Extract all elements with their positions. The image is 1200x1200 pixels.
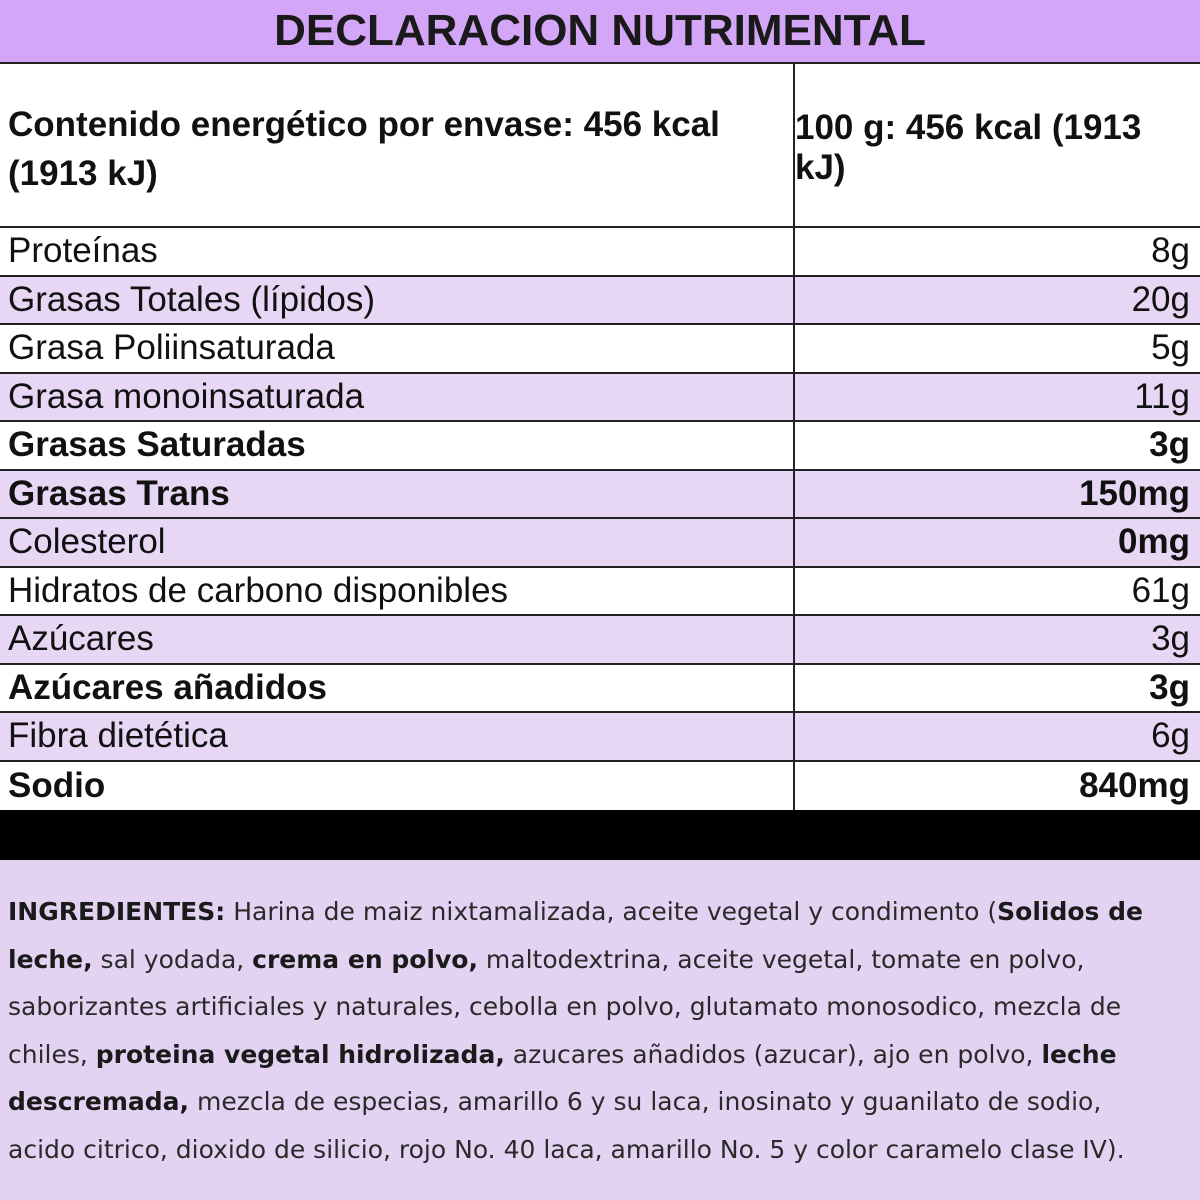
ingredients-text: azucares añadidos (azucar), ajo en polvo,	[504, 1039, 1042, 1069]
ingredients-label: INGREDIENTES:	[8, 897, 226, 926]
ingredients-text: maltodextrina, aceite vegetal, tomate en polvo, saborizantes artificiales y naturales, cebolla en polvo, glutamato monosodico, mezcla de chiles,	[8, 944, 1122, 1069]
energy-per-package: Contenido energético por envase: 456 kcal (1913 kJ)	[0, 64, 795, 226]
nutrient-value: 11g	[1134, 376, 1190, 416]
nutrient-table	[0, 228, 1200, 810]
nutrient-value: 5g	[1151, 328, 1190, 368]
nutrient-name: Azúcares añadidos	[0, 665, 795, 712]
ingredients-text: mezcla de especias, amarillo 6 y su laca, inosinato y guanilato de sodio, acido citrico, dioxido de silicio, rojo No. 40 laca, amarillo No. 5 y color caramelo clase IV).	[8, 1087, 1125, 1164]
nutrient-row-azucares	[0, 616, 1200, 665]
nutrient-row-grasas-totales	[0, 277, 1200, 326]
nutrient-row-azucares-anadidos	[0, 665, 1200, 714]
ingredients-text: Harina de maiz nixtamalizada, aceite vegetal y condimento (	[225, 897, 998, 926]
nutrient-row-fibra	[0, 713, 1200, 762]
nutrient-value: 8g	[1151, 231, 1190, 271]
nutrient-name: Grasas Trans	[0, 471, 795, 518]
nutrient-name: Hidratos de carbono disponibles	[0, 568, 795, 615]
nutrient-name: Sodio	[0, 762, 795, 811]
ingredients-text: sal yodada,	[92, 944, 253, 974]
nutrient-value: 150mg	[1079, 473, 1190, 513]
nutrient-value: 3g	[1149, 425, 1190, 465]
nutrient-name: Grasas Saturadas	[0, 422, 795, 469]
nutrient-name: Colesterol	[0, 519, 795, 566]
nutrient-row-grasas-saturadas	[0, 422, 1200, 471]
nutrient-name: Grasas Totales (lípidos)	[0, 277, 795, 324]
nutrient-value: 840mg	[1079, 765, 1190, 805]
label-title: DECLARACION NUTRIMENTAL	[0, 0, 1200, 64]
nutrient-value: 0mg	[1118, 522, 1190, 562]
nutrient-row-sodio	[0, 762, 1200, 811]
nutrient-row-colesterol	[0, 519, 1200, 568]
nutrient-name: Grasa Poliinsaturada	[0, 325, 795, 372]
nutrient-name: Grasa monoinsaturada	[0, 374, 795, 421]
ingredients-bold: Solidos de leche,	[8, 897, 1143, 974]
nutrient-value: 6g	[1151, 716, 1190, 756]
nutrient-row-grasa-monoinsaturada	[0, 374, 1200, 423]
divider-bar	[0, 810, 1200, 860]
ingredients-bold: crema en polvo,	[252, 944, 478, 974]
nutrient-row-proteinas	[0, 228, 1200, 277]
nutrient-name: Fibra dietética	[0, 713, 795, 760]
ingredients-bold: proteina vegetal hidrolizada,	[95, 1039, 505, 1069]
nutrient-value: 3g	[1151, 619, 1190, 659]
nutrient-name: Azúcares	[0, 616, 795, 663]
ingredients-bold: leche descremada,	[8, 1039, 1117, 1116]
nutrient-value: 61g	[1131, 570, 1190, 610]
energy-row	[0, 64, 1200, 228]
energy-per-100g: 100 g: 456 kcal (1913 kJ)	[795, 108, 1142, 187]
nutrient-value: 20g	[1131, 279, 1190, 319]
nutrient-row-grasas-trans	[0, 471, 1200, 520]
ingredients-block	[0, 860, 1200, 1200]
nutrient-row-grasa-poliinsaturada	[0, 325, 1200, 374]
nutrient-name: Proteínas	[0, 228, 795, 275]
nutrient-value: 3g	[1149, 667, 1190, 707]
nutrient-row-hidratos	[0, 568, 1200, 617]
